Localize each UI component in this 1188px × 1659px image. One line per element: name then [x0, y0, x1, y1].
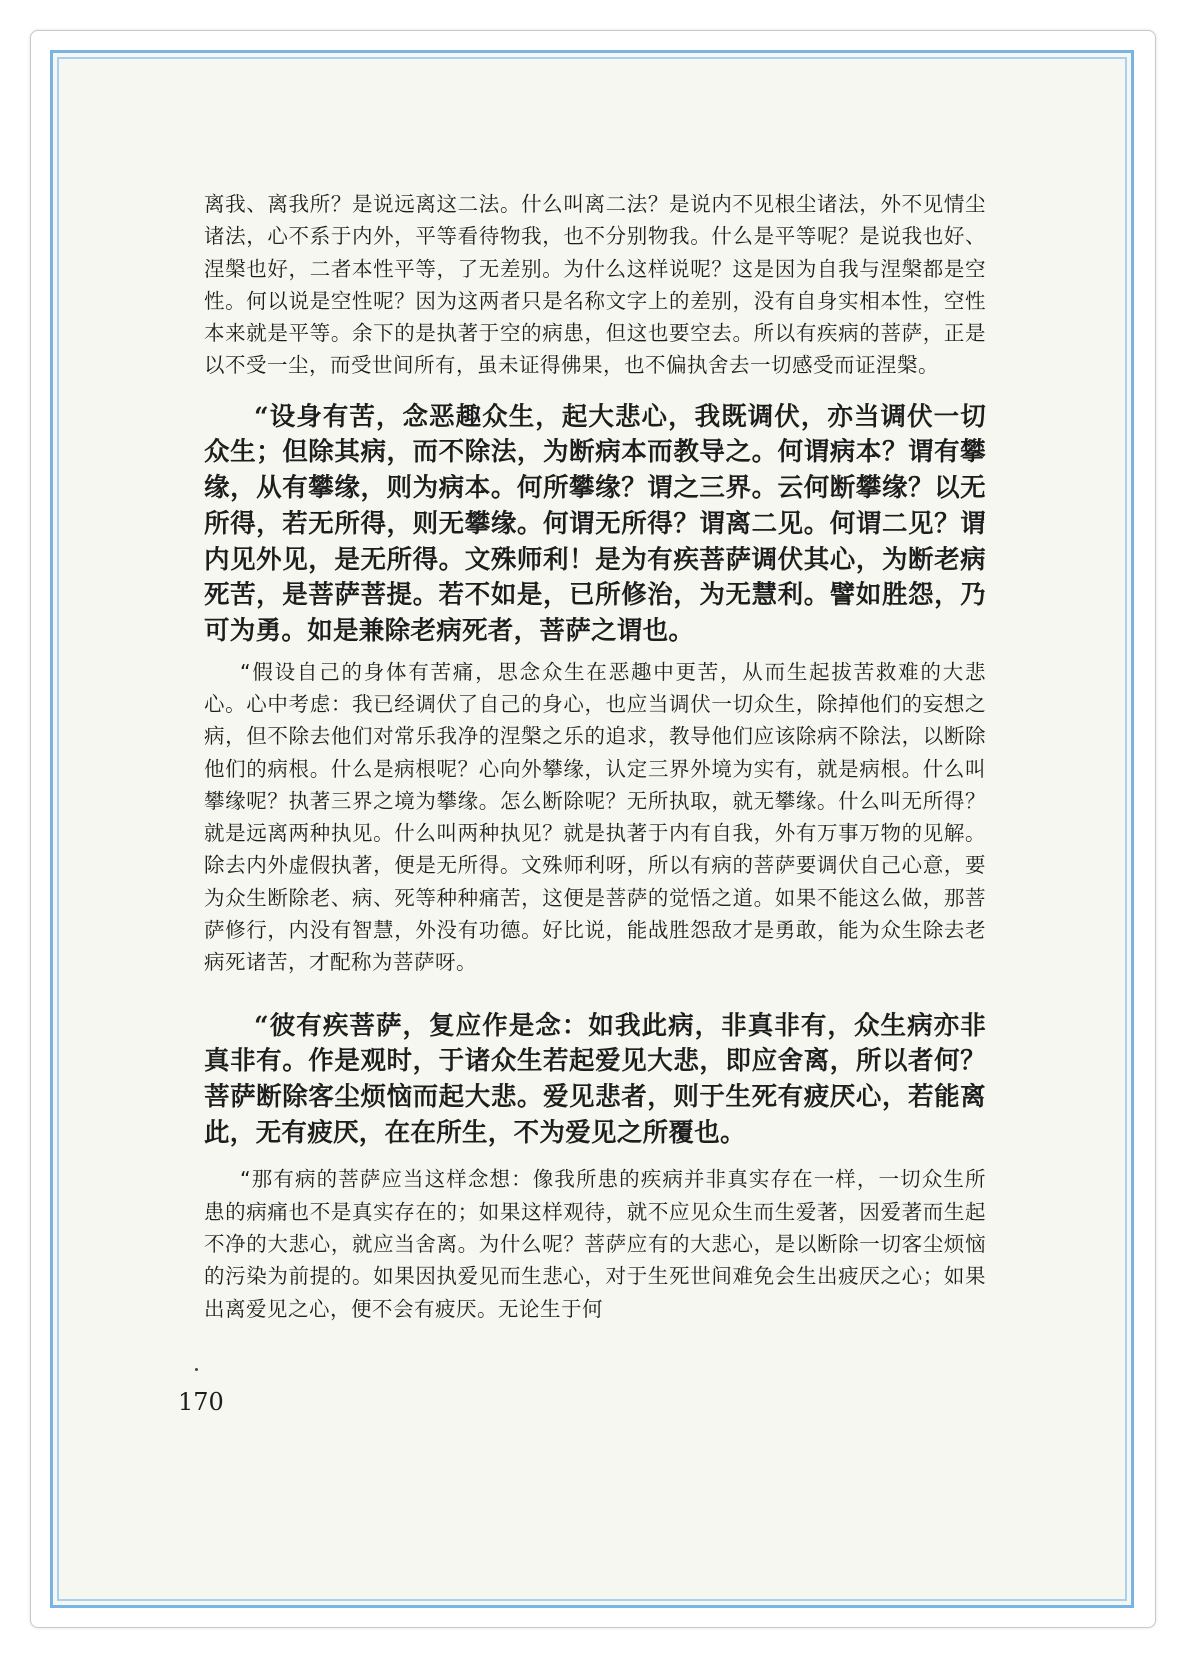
commentary-paragraph-2: “假设自己的身体有苦痛，思念众生在恶趣中更苦，从而生起拔苦救难的大悲心。心中考虑：我已经调伏了自己的身心，也应当调伏一切众生，除掉他们的妄想之病，但不除去他们对常乐我净的涅槃之乐的追求，教导他们应该除病不除法，以断除他们的病根。什么是病根呢？心向外攀缘，认定三界外境为实有，就是病根。什么叫攀缘呢？执著三界之境为攀缘。怎么断除呢？无所执取，就无攀缘。什么叫无所得？就是远离两种执见。什么叫两种执见？就是执著于内有自我，外有万事万物的见解。除去内外虚假执著，便是无所得。文殊师利呀，所以有病的菩萨要调伏自己心意，要为众生断除老、病、死等种种痛苦，这便是菩萨的觉悟之道。如果不能这么做，那菩萨修行，内没有智慧，外没有功德。好比说，能战胜怨敌才是勇敢，能为众生除去老病死诸苦，才配称为菩萨呀。	[204, 659, 986, 975]
commentary-paragraph-3: “那有病的菩萨应当这样念想：像我所患的疾病并非真实存在一样，一切众生所患的病痛也不是真实存在的；如果这样观待，就不应见众生而生爱著，因爱著而生起不净的大悲心，就应当舍离。为什么呢？菩萨应有的大悲心，是以断除一切客尘烦恼的污染为前提的。如果因执爱见而生悲心，对于生死世间难免会生出疲厌之心；如果出离爱见之心，便不会有疲厌。无论生于何	[204, 1167, 986, 1321]
page-number: 170	[178, 1388, 224, 1416]
scan-speck	[195, 1368, 198, 1371]
sutra-paragraph-2: “彼有疾菩萨，复应作是念：如我此病，非真非有，众生病亦非真非有。作是观时，于诸众生若起爱见大悲，即应舍离，所以者何？菩萨断除客尘烦恼而起大悲。爱见悲者，则于生死有疲厌心，若能离此，无有疲厌，在在所生，不为爱见之所覆也。	[204, 1010, 986, 1148]
commentary-paragraph-1: 离我、离我所？是说远离这二法。什么叫离二法？是说内不见根尘诸法，外不见情尘诸法，心不系于内外，平等看待物我，也不分别物我。什么是平等呢？是说我也好、涅槃也好，二者本性平等，了无差别。为什么这样说呢？这是因为自我与涅槃都是空性。何以说是空性呢？因为这两者只是名称文字上的差别，没有自身实相本性，空性本来就是平等。余下的是执著于空的病患，但这也要空去。所以有疾病的菩萨，正是以不受一尘，而受世间所有，虽未证得佛果，也不偏执舍去一切感受而证涅槃。	[204, 192, 986, 378]
sutra-paragraph-1: “设身有苦，念恶趣众生，起大悲心，我既调伏，亦当调伏一切众生；但除其病，而不除法，为断病本而教导之。何谓病本？谓有攀缘，从有攀缘，则为病本。何所攀缘？谓之三界。云何断攀缘？以无所得，若无所得，则无攀缘。何谓无所得？谓离二见。何谓二见？谓内见外见，是无所得。文殊师利！是为有疾菩萨调伏其心，为断老病死苦，是菩萨菩提。若不如是，已所修治，为无慧利。譬如胜怨，乃可为勇。如是兼除老病死者，菩萨之谓也。	[204, 401, 986, 646]
page-body	[204, 188, 986, 1325]
